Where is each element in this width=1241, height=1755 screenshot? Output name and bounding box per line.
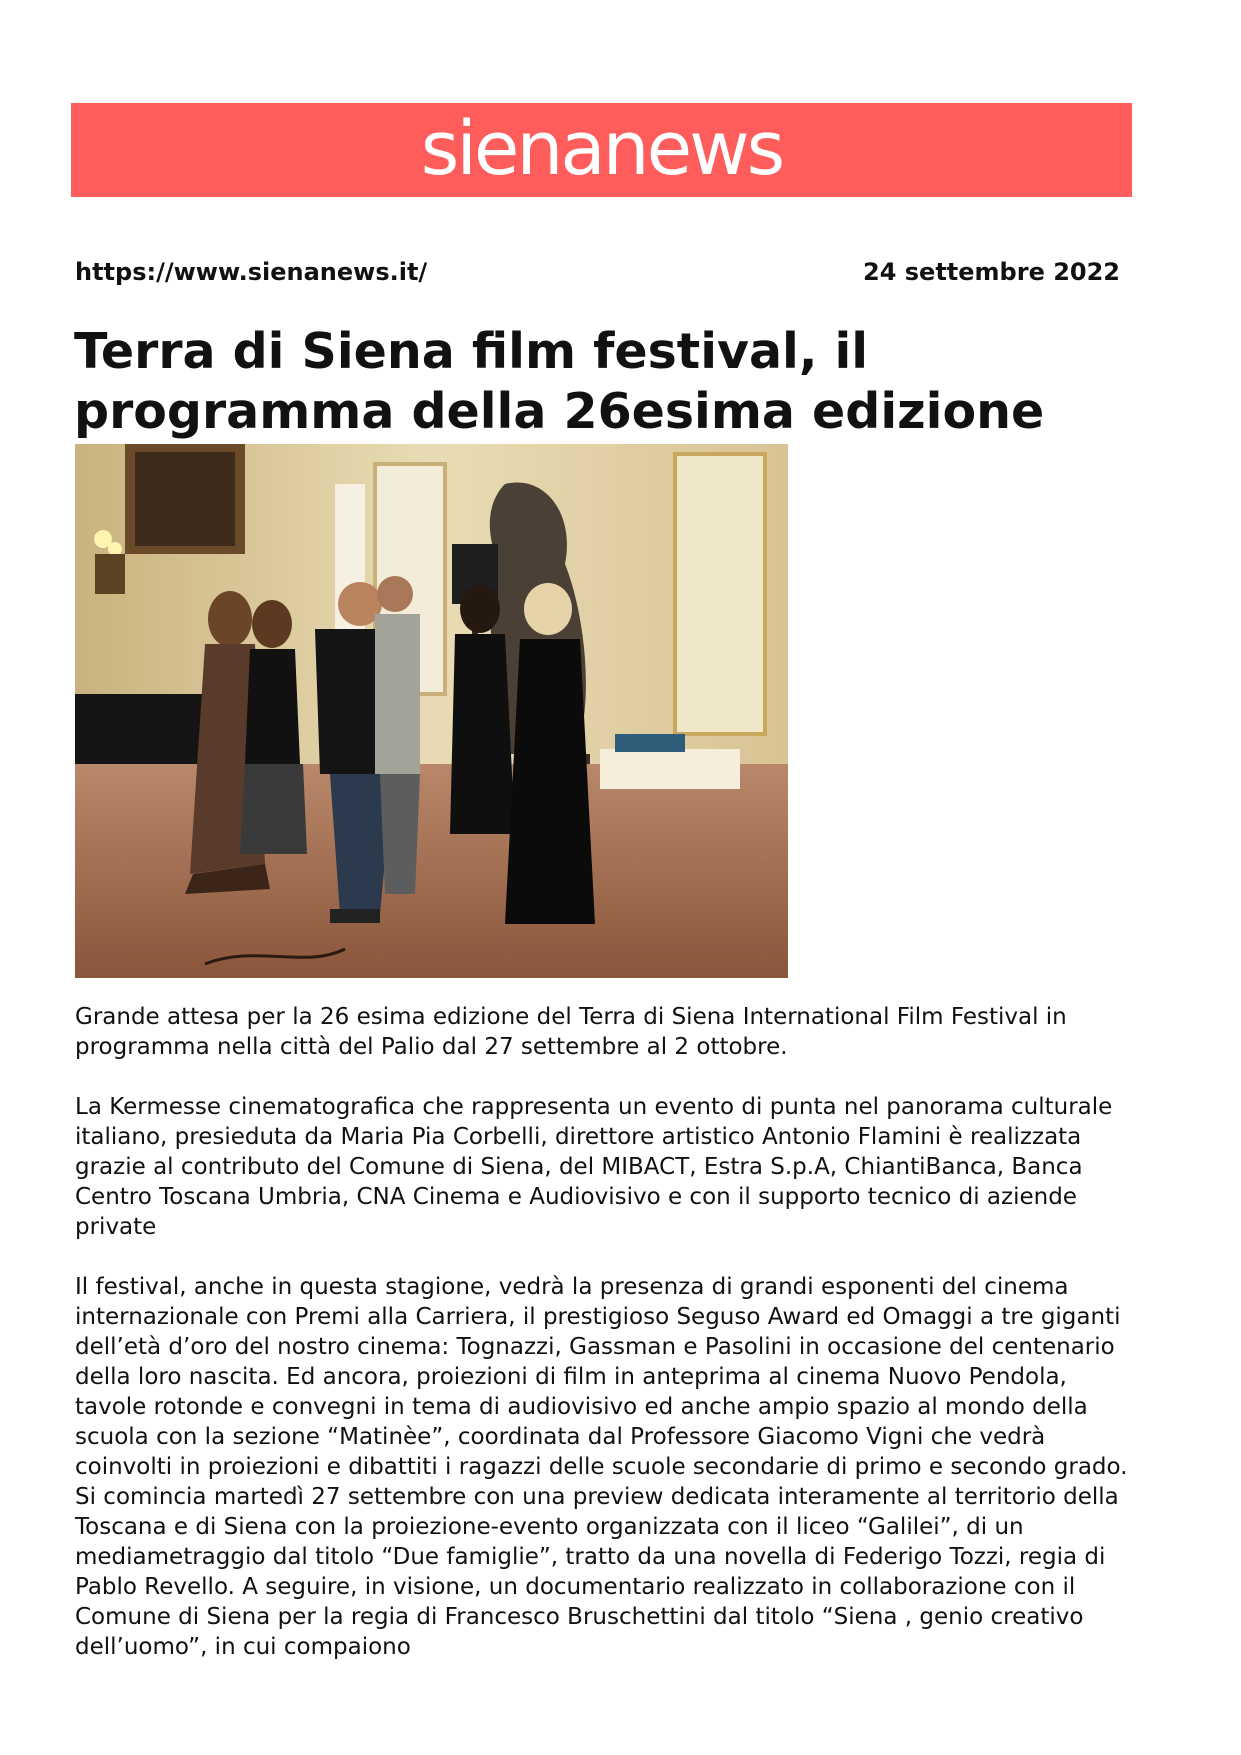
article-paragraph: Il festival, anche in questa stagione, vedrà la presenza di grandi esponenti del cinema internazionale con Premi alla Carriera, il prestigioso Seguso Award ed Omaggi a tre giganti dell’età d’oro del nostro cinema: Tognazzi, Gassman e Pasolini in occasione del centenario della loro nascita. Ed ancora, proiezioni di film in anteprima al cinema Nuovo Pendola, tavole rotonde e convegni in tema di audiovisivo ed anche ampio spazio al mondo della scuola con la sezione “Matinèe”, coordinata dal Professore Giacomo Vigni che vedrà coinvolti in proiezioni e dibattiti i ragazzi delle scuole secondarie di primo e secondo grado. [75, 1274, 1128, 1480]
masthead-banner [71, 103, 1132, 197]
event-photo [75, 444, 788, 978]
publication-date: 24 settembre 2022 [863, 258, 1120, 286]
article-headline: Terra di Siena film festival, il programma della 26esima edizione [74, 323, 1045, 440]
article-paragraph: Si comincia martedì 27 settembre con una preview dedicata interamente al territorio della Toscana e di Siena con la proiezione-evento organizzata con il liceo “Galilei”, di un mediametraggio dal titolo “Due famiglie”, tratto da una novella di Federigo Tozzi, regia di Pablo Revello. A seguire, in visione, un documentario realizzato in collaborazione con il Comune di Siena per la regia di Francesco Bruschettini dal titolo “Siena , genio creativo dell’uomo”, in cui compaiono [75, 1484, 1119, 1660]
sienanews-logo: sienanews [420, 106, 783, 192]
article-paragraph: La Kermesse cinematografica che rappresenta un evento di punta nel panorama culturale italiano, presieduta da Maria Pia Corbelli, direttore artistico Antonio Flamini è realizzata grazie al contributo del Comune di Siena, del MIBACT, Estra S.p.A, ChiantiBanca, Banca Centro Toscana Umbria, CNA Cinema e Audiovisivo e con il supporto tecnico di aziende private [75, 1094, 1113, 1240]
article-paragraph: Grande attesa per la 26 esima edizione del Terra di Siena International Film Festival in programma nella città del Palio dal 27 settembre al 2 ottobre. [75, 1004, 1067, 1060]
award-ceremony-photo-illustration [75, 444, 788, 978]
article-body [75, 1002, 1135, 1662]
source-url: https://www.sienanews.it/ [75, 258, 428, 286]
